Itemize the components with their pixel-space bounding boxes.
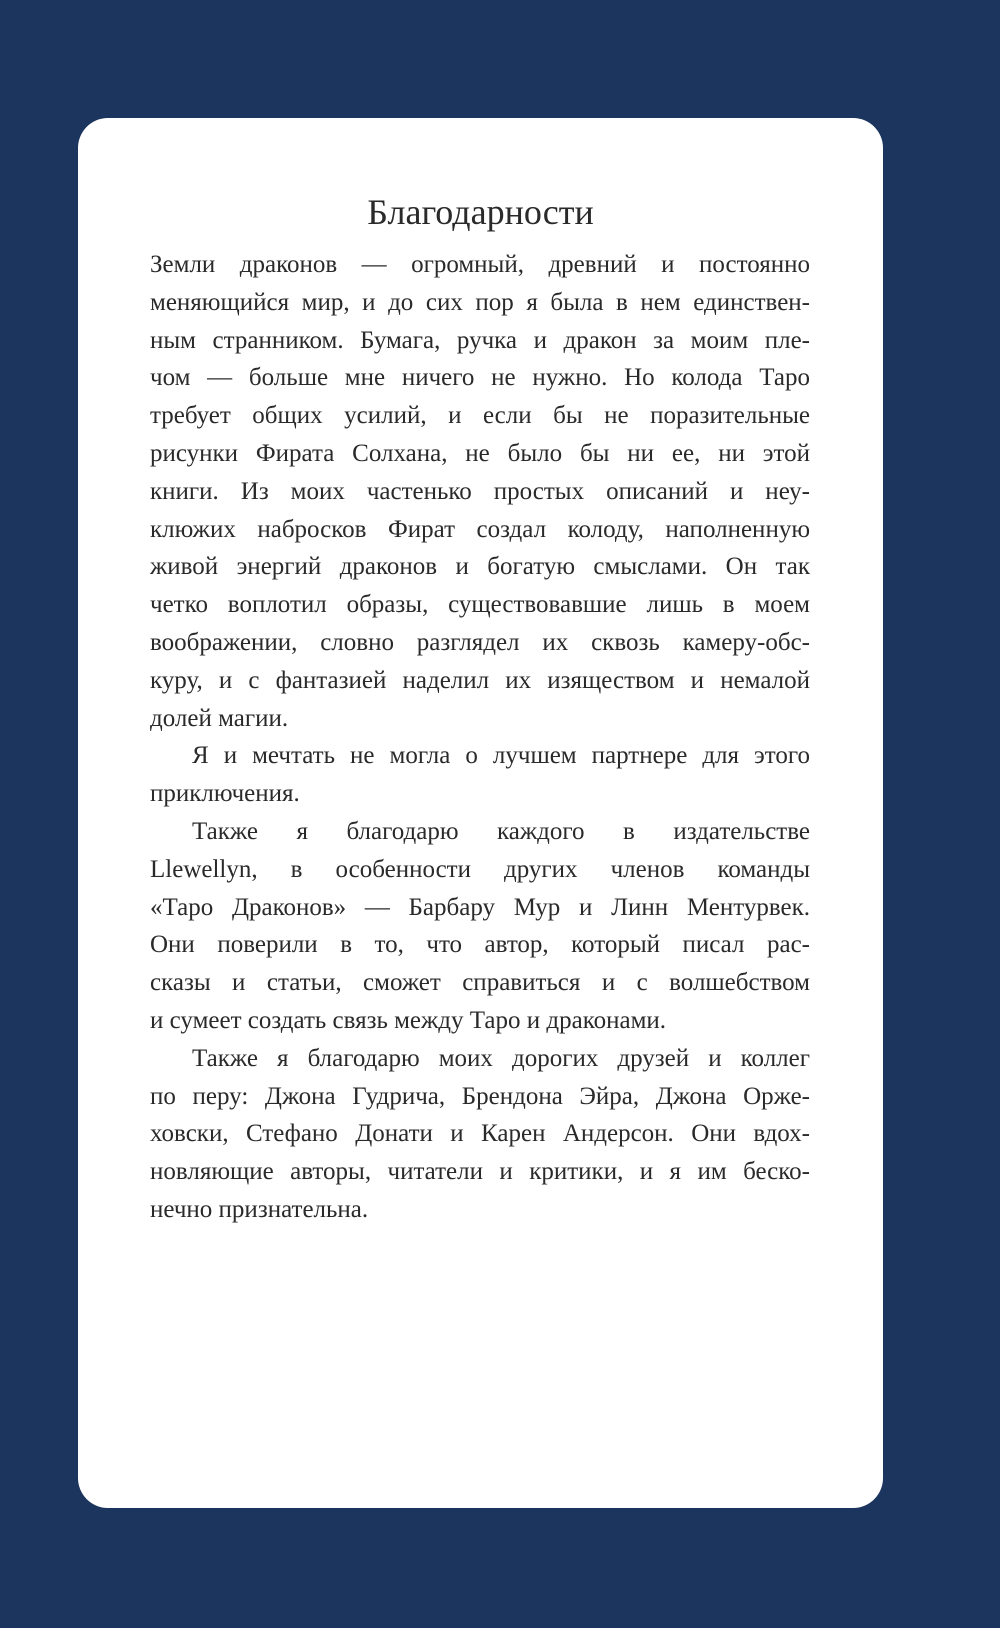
text-line: требует общих усилий, и если бы не поразительные bbox=[150, 402, 810, 430]
paragraph-1 bbox=[150, 246, 810, 737]
text-line: Также я благодарю каждого в издательстве bbox=[192, 817, 810, 845]
text-line: клюжих набросков Фират создал колоду, наполненную bbox=[150, 515, 810, 543]
text-line: нечно признательна. bbox=[150, 1195, 369, 1223]
body-text bbox=[150, 246, 810, 1229]
text-line: четко воплотил образы, существовавшие лишь в моем bbox=[150, 591, 810, 619]
text-line: сказы и статьи, сможет справиться и с волшебством bbox=[150, 969, 810, 997]
text-line: живой энергий драконов и богатую смыслами. Он так bbox=[150, 553, 810, 581]
text-line: приключения. bbox=[150, 780, 300, 808]
text-line: ным странником. Бумага, ручка и дракон за моим пле- bbox=[150, 326, 810, 354]
text-line: меняющийся мир, и до сих пор я была в нем единствен- bbox=[150, 288, 810, 316]
text-line: куру, и с фантазией наделил их изяществом и немалой bbox=[150, 666, 810, 694]
page-title: Благодарности bbox=[367, 192, 594, 232]
page-card bbox=[78, 118, 883, 1508]
text-line: Я и мечтать не могла о лучшем партнере для этого bbox=[192, 742, 810, 770]
paragraph-3 bbox=[150, 813, 810, 1040]
text-line: по перу: Джона Гудрича, Брендона Эйра, Джона Орже- bbox=[150, 1082, 810, 1110]
text-line: рисунки Фирата Солхана, не было бы ни ее, ни этой bbox=[150, 439, 810, 467]
text-line: Также я благодарю моих дорогих друзей и коллег bbox=[192, 1044, 810, 1072]
text-line: ховски, Стефано Донати и Карен Андерсон. Они вдох- bbox=[150, 1120, 810, 1148]
text-line: и сумеет создать связь между Таро и драконами. bbox=[150, 1006, 667, 1034]
text-line: «Таро Драконов» — Барбару Мур и Линн Ментурвек. bbox=[150, 893, 810, 921]
text-line: чом — больше мне ничего не нужно. Но колода Таро bbox=[150, 364, 810, 392]
text-line: новляющие авторы, читатели и критики, и я им беско- bbox=[150, 1158, 810, 1186]
text-line: Земли драконов — огромный, древний и постоянно bbox=[150, 251, 810, 278]
paragraph-2 bbox=[150, 737, 810, 813]
text-line: долей магии. bbox=[150, 704, 289, 732]
text-line: Они поверили в то, что автор, который писал рас- bbox=[150, 931, 810, 959]
text-line: воображении, словно разглядел их сквозь камеру-обс- bbox=[150, 628, 810, 656]
text-line: Llewellyn, в особенности других членов команды bbox=[150, 855, 810, 883]
paragraph-4 bbox=[150, 1040, 810, 1229]
text-line: книги. Из моих частенько простых описаний и неу- bbox=[150, 477, 810, 505]
